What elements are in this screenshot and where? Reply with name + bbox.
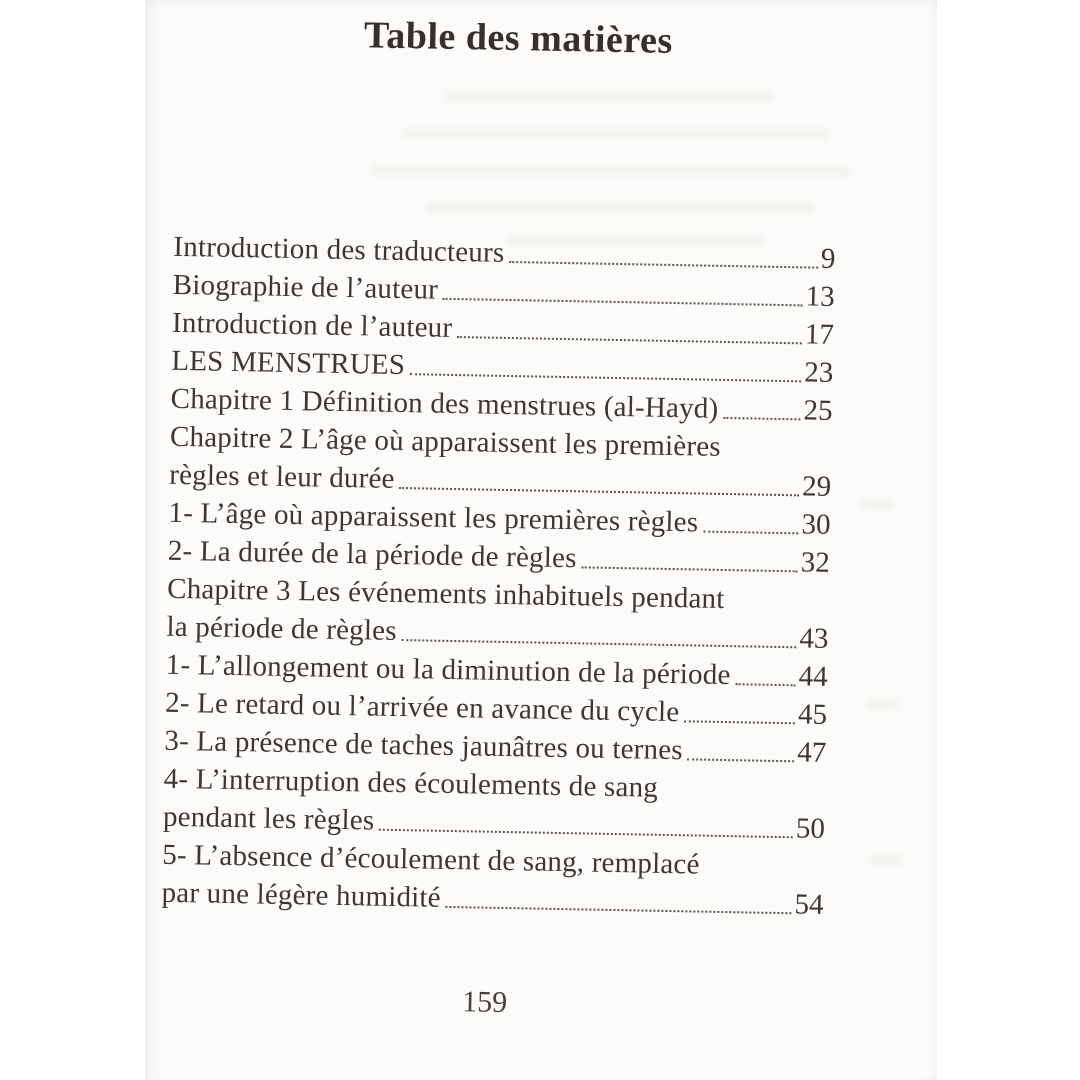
toc-entry-page-number: 45 [797, 698, 828, 731]
page-title: Table des matières [363, 14, 674, 62]
toc-entry-title: Introduction des traducteurs [173, 230, 505, 269]
toc-entry-page-number: 43 [799, 622, 829, 655]
printed-content [125, 0, 937, 1080]
toc-entry-page-number: 30 [801, 508, 831, 541]
toc-entry-title: 3- La présence de taches jaunâtres ou ternes [164, 724, 684, 767]
dotted-leader [446, 906, 792, 914]
dotted-leader [684, 720, 795, 724]
dotted-leader [457, 336, 802, 344]
page-number: 159 [461, 985, 508, 1020]
toc-entry-title: Biographie de l’auteur [172, 268, 439, 306]
toc-entry-page-number: 9 [820, 242, 836, 275]
toc-entry-page-number: 44 [798, 660, 828, 693]
book-page [145, 0, 937, 1080]
toc-entry-title: 1- L’allongement ou la diminution de la période [165, 648, 731, 692]
toc-list [161, 228, 835, 924]
dotted-leader [399, 487, 799, 496]
toc-entry-page-number: 25 [803, 394, 833, 427]
toc-entry-page-number: 47 [797, 736, 827, 769]
dotted-leader [410, 373, 801, 382]
toc-entry-title: 4- L’interruption des écoulements de sang [163, 762, 659, 804]
dotted-leader [402, 639, 797, 648]
toc-entry-title: 2- Le retard ou l’arrivée en avance du cycle [164, 686, 680, 729]
dotted-leader [735, 683, 795, 686]
toc-entry-title: LES MENSTRUES [171, 344, 406, 382]
toc-entry-page-number: 23 [803, 356, 834, 389]
dotted-leader [723, 417, 800, 420]
toc-entry-title: la période de règles [166, 610, 398, 647]
toc-entry-page-number: 29 [801, 470, 832, 503]
toc-entry-page-number: 54 [794, 888, 824, 921]
dotted-leader [703, 531, 798, 535]
toc-entry-title: 1- L’âge où apparaissent les premières règles [168, 496, 699, 539]
dotted-leader [443, 298, 803, 307]
toc-entry-page-number: 50 [795, 812, 826, 845]
dotted-leader [581, 566, 797, 572]
toc-entry-page-number: 32 [800, 546, 831, 579]
toc-entry-title: par une légère humidité [161, 876, 442, 914]
toc-entry-title: 5- L’absence d’écoulement de sang, remplacé [162, 838, 700, 881]
toc-entry-title: 2- La durée de la période de règles [167, 534, 577, 575]
toc-entry-title: règles et leur durée [169, 458, 395, 495]
dotted-leader [509, 261, 818, 269]
toc-entry-title: pendant les règles [162, 800, 375, 837]
toc-entry-title: Introduction de l’auteur [171, 306, 453, 344]
toc-entry-title: Chapitre 1 Définition des menstrues (al-Hayd) [170, 382, 719, 425]
toc-entry-title: Chapitre 2 L’âge où apparaissent les premières [169, 420, 722, 463]
dotted-leader [688, 758, 795, 762]
toc-entry-page-number: 17 [804, 318, 835, 351]
dotted-leader [379, 829, 793, 839]
toc-entry-title: Chapitre 3 Les événements inhabituels pendant [166, 572, 725, 615]
toc-entry-page-number: 13 [805, 280, 835, 313]
